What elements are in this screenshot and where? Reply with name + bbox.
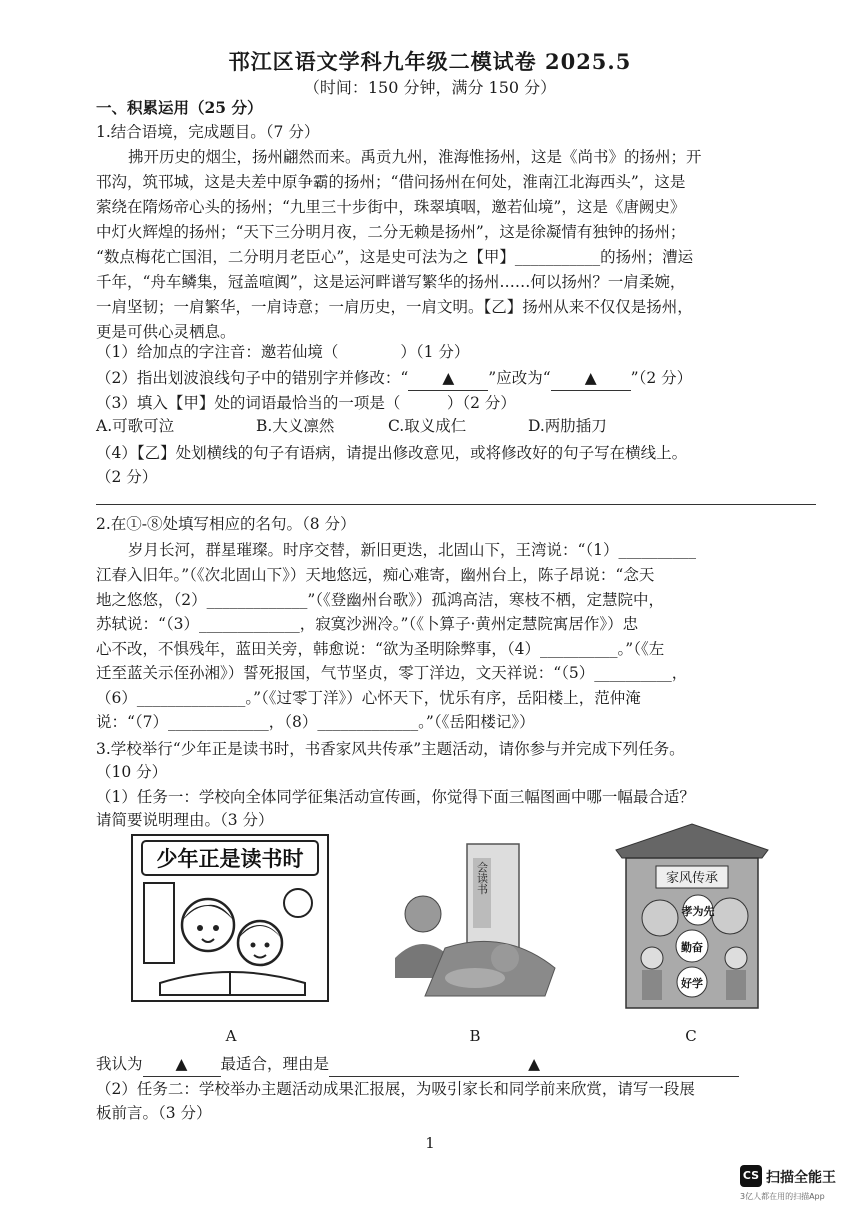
q1-passage-line: 邗沟，筑邗城，这是夫差中原争霸的扬州；“借问扬州在何处，淮南江北海西头”，这是 xyxy=(96,173,686,191)
q1-passage-line: 一肩坚韧；一肩繁华，一肩诗意；一肩历史，一肩文明。【乙】扬州从来不仅仅是扬州， xyxy=(96,298,693,316)
q2-line: 地之悠悠，（2）_____________”（《登幽州台歌》）孤鸿高洁，寒枝不栖，定慧院中， xyxy=(96,591,665,609)
option-a[interactable]: A.可歌可泣 xyxy=(96,417,175,435)
poster-c-tag: 好学 xyxy=(681,977,703,990)
poster-c-image[interactable] xyxy=(612,818,772,1018)
page-number: 1 xyxy=(425,1134,435,1152)
answer-blank[interactable]: ▲ xyxy=(143,1052,221,1077)
q3-task2-cont: 板前言。（3 分） xyxy=(96,1104,212,1122)
option-d[interactable]: D.两肋插刀 xyxy=(528,417,607,435)
page-subtitle: （时间：150 分钟，满分 150 分） xyxy=(303,78,557,97)
poster-c-tag: 孝为先 xyxy=(681,905,715,918)
poster-b-banner: 会读书 xyxy=(475,861,489,895)
q3-stem: 3.学校举行“少年正是读书时，书香家风共传承”主题活动，请你参与并完成下列任务。 xyxy=(96,740,685,758)
q2-line: 说：“（7）_____________，（8）_____________。”（《岳阳楼记》） xyxy=(96,713,535,731)
q2-line: 迁至蓝关示侄孙湘》）誓死报国，气节坚贞，零丁洋边，文天祥说：“（5）__________， xyxy=(96,664,688,682)
q1-sub1: （1）给加点的字注音：邀若仙境（ ）（1 分） xyxy=(96,343,470,361)
answer-blank[interactable]: ▲ xyxy=(408,366,488,391)
q1-sub4: （4）【乙】处划横线的句子有语病，请提出修改意见，或将修改好的句子写在横线上。 xyxy=(96,444,688,462)
poster-a-image[interactable] xyxy=(130,833,330,1003)
option-b[interactable]: B.大义凛然 xyxy=(256,417,335,435)
option-c[interactable]: C.取义成仁 xyxy=(388,417,467,435)
answer-line[interactable] xyxy=(96,504,816,505)
poster-a-banner: 少年正是读书时 xyxy=(156,847,304,871)
q3-task1-cont: 请简要说明理由。（3 分） xyxy=(96,811,274,829)
q1-passage-line: 更是可供心灵栖息。 xyxy=(96,323,236,341)
poster-c-label: C xyxy=(685,1027,697,1045)
q2-line: 心不改，不惧残年，蓝田关旁，韩愈说：“欲为圣明除弊事，（4）__________。”（《左 xyxy=(96,640,665,658)
scanner-name: 扫描全能王 xyxy=(766,1170,836,1186)
poster-b-image[interactable] xyxy=(385,838,565,1008)
q1-passage-line: 中灯火辉煌的扬州；“天下三分明月夜，二分无赖是扬州”，这是徐凝情有独钟的扬州； xyxy=(96,223,686,241)
q1-sub3: （3）填入【甲】处的词语最恰当的一项是（ ）（2 分） xyxy=(96,394,516,412)
poster-c-banner: 家风传承 xyxy=(665,871,719,886)
q2-stem: 2.在①-⑧处填写相应的名句。（8 分） xyxy=(96,515,356,533)
q3-score: （10 分） xyxy=(96,763,168,781)
poster-c-tag: 勤奋 xyxy=(681,941,703,954)
q1-passage-line: “数点梅花亡国泪，二分明月老臣心”，这是史可法为之【甲】___________的扬州；漕运 xyxy=(96,248,694,266)
q3-answer-line: 我认为 ▲ 最适合，理由是 ▲ xyxy=(96,1052,816,1077)
section-heading: 一、积累运用（25 分） xyxy=(96,98,263,117)
q1-options xyxy=(96,414,816,438)
q2-line: 岁月长河，群星璀璨。时序交替，新旧更迭，北固山下，王湾说：“（1）__________ xyxy=(128,541,697,559)
q1-sub4-score: （2 分） xyxy=(96,468,158,486)
answer-blank[interactable]: ▲ xyxy=(551,366,631,391)
page-title: 邗江区语文学科九年级二模试卷 2025.5 xyxy=(228,49,632,74)
answer-blank[interactable]: ▲ xyxy=(329,1052,739,1077)
q1-passage-line: 拂开历史的烟尘，扬州翩然而来。禹贡九州，淮海惟扬州，这是《尚书》的扬州；开 xyxy=(128,148,702,166)
q2-line: 江春入旧年。”（《次北固山下》）天地悠远，痴心难寄，幽州台上，陈子昂说：“念天 xyxy=(96,566,655,584)
q2-line: （6）______________。”（《过零丁洋》）心怀天下，忧乐有序，岳阳楼上，范仲淹 xyxy=(96,689,641,707)
q1-sub2: （2）指出划波浪线句子中的错别字并修改：“ ▲ ”应改为“ ▲ ”（2 分） xyxy=(96,366,816,391)
q1-stem: 1.结合语境，完成题目。（7 分） xyxy=(96,123,320,141)
poster-a-label: A xyxy=(225,1027,237,1045)
q1-passage-line: 千年，“舟车鳞集，冠盖喧阗”，这是运河畔谱写繁华的扬州……何以扬州？一肩柔婉， xyxy=(96,273,686,291)
poster-b-label: B xyxy=(469,1027,481,1045)
scanner-tagline: 3亿人都在用的扫描App xyxy=(740,1192,825,1201)
q3-task2: （2）任务二：学校举办主题活动成果汇报展，为吸引家长和同学前来欣赏，请写一段展 xyxy=(96,1080,695,1098)
q3-task1: （1）任务一：学校向全体同学征集活动宣传画，你觉得下面三幅图画中哪一幅最合适？ xyxy=(96,788,695,806)
scanner-watermark xyxy=(740,1165,850,1205)
q1-passage-line: 萦绕在隋炀帝心头的扬州；“九里三十步街中，珠翠填咽，邀若仙境”，这是《唐阙史》 xyxy=(96,198,686,216)
q2-line: 苏轼说：“（3）_____________，寂寞沙洲冷。”（《卜算子·黄州定慧院寓居作》）忠 xyxy=(96,615,639,633)
scanner-logo-icon: CS xyxy=(740,1165,762,1187)
